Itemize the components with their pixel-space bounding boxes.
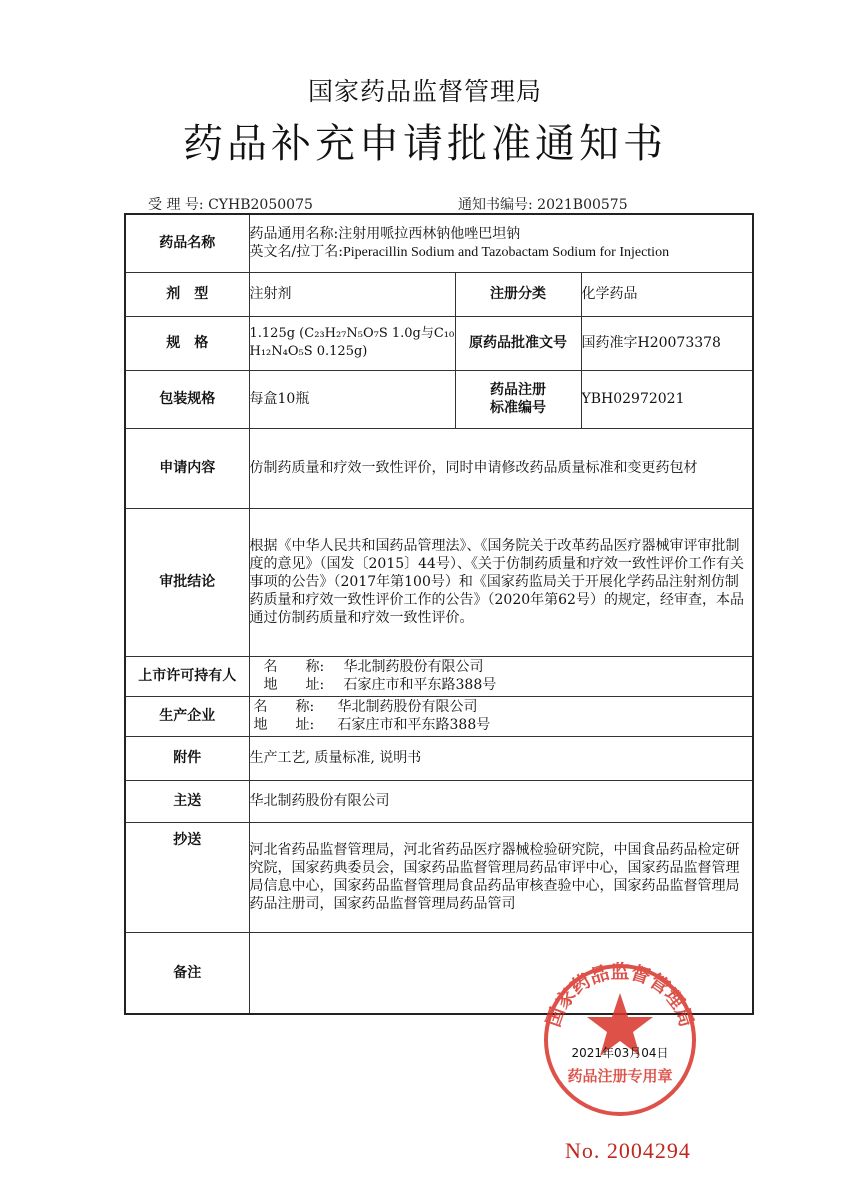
row-conclusion <box>125 508 753 656</box>
english-name: Piperacillin Sodium and Tazobactam Sodium for Injection <box>342 244 670 260</box>
manufacturer-address: 石家庄市和平东路388号 <box>337 717 491 733</box>
standard-no-label-line2: 标准编号 <box>490 400 546 416</box>
row-attachments <box>125 736 753 780</box>
row-dosage-form <box>125 272 753 316</box>
standard-no-label <box>455 370 581 428</box>
standard-no-label-line1: 药品注册 <box>490 382 546 398</box>
specification-label: 规 格 <box>125 316 249 370</box>
cc-value: 河北省药品监督管理局，河北省药品医疗器械检验研究院，中国食品药品检定研究院，国家药典委员会，国家药品监督管理局药品审评中心，国家药品监督管理局信息中心，国家药品监督管理局食品药品审核查验中心，国家药品监督管理局药品注册司，国家药品监督管理局药品管司 <box>249 822 753 932</box>
attachments-value: 生产工艺, 质量标准, 说明书 <box>249 736 753 780</box>
registration-category-label: 注册分类 <box>455 272 581 316</box>
row-manufacturer <box>125 696 753 736</box>
row-application <box>125 428 753 508</box>
cc-label: 抄送 <box>125 822 249 932</box>
document-number: No. 2004294 <box>565 1138 691 1163</box>
holder-name-label: 名 称: <box>263 659 325 675</box>
notice-label: 通知书编号: <box>458 197 533 213</box>
seal-agency-text: 国家药品监督管理局 <box>542 960 698 1030</box>
row-holder <box>125 656 753 696</box>
manufacturer-address-label: 地 址: <box>253 717 315 733</box>
holder-name: 华北制药股份有限公司 <box>343 659 484 675</box>
row-cc <box>125 822 753 932</box>
holder-value <box>249 656 753 696</box>
conclusion-value: 根据《中华人民共和国药品管理法》、《国务院关于改革药品医疗器械审评审批制度的意见》（国发〔2015〕44号）、《关于仿制药质量和疗效一致性评价工作有关事项的公告》（2017年第100号）和《国家药监局关于开展化学药品注射剂仿制药质量和疗效一致性评价工作的公告》（2020年第62号）的规定，经审查，本品通过仿制药质量和疗效一致性评价。 <box>249 508 753 656</box>
generic-name-label: 药品通用名称: <box>249 225 339 242</box>
drug-name-value <box>249 214 753 272</box>
approval-table <box>124 213 754 1015</box>
holder-label: 上市许可持有人 <box>125 656 249 696</box>
specification-line1: 1.125g (C₂₃H₂₇N₅O₇S 1.0g与C₁₀ <box>249 326 455 341</box>
application-value: 仿制药质量和疗效一致性评价，同时申请修改药品质量标准和变更药包材 <box>249 428 753 508</box>
conclusion-label: 审批结论 <box>125 508 249 656</box>
official-seal-icon <box>535 955 705 1120</box>
english-name-label: 英文名/拉丁名: <box>249 243 343 260</box>
row-main-recipient <box>125 780 753 822</box>
agency-name: 国家药品监督管理局 <box>307 77 542 106</box>
generic-name: 注射用哌拉西林钠他唑巴坦钠 <box>338 225 521 242</box>
seal-purpose: 药品注册专用章 <box>567 1067 673 1085</box>
remarks-label: 备注 <box>125 932 249 1014</box>
drug-name-label: 药品名称 <box>125 214 249 272</box>
manufacturer-label: 生产企业 <box>125 696 249 736</box>
manufacturer-name: 华北制药股份有限公司 <box>337 699 478 715</box>
row-drug-name <box>125 214 753 272</box>
original-approval-value: 国药准字H20073378 <box>581 316 753 370</box>
main-recipient-value: 华北制药股份有限公司 <box>249 780 753 822</box>
notice-value: 2021B00575 <box>537 197 628 213</box>
manufacturer-name-label: 名 称: <box>253 699 315 715</box>
holder-address: 石家庄市和平东路388号 <box>343 677 497 693</box>
manufacturer-value <box>249 696 753 736</box>
packaging-label: 包装规格 <box>125 370 249 428</box>
holder-address-label: 地 址: <box>263 677 325 693</box>
standard-no-value: YBH02972021 <box>581 370 753 428</box>
packaging-value: 每盒10瓶 <box>249 370 455 428</box>
specification-line2: H₁₂N₄O₅S 0.125g) <box>249 344 368 359</box>
dosage-form-value: 注射剂 <box>249 272 455 316</box>
acceptance-number <box>148 194 313 214</box>
original-approval-label: 原药品批准文号 <box>455 316 581 370</box>
row-specification <box>125 316 753 370</box>
attachments-label: 附件 <box>125 736 249 780</box>
registration-category-value: 化学药品 <box>581 272 753 316</box>
application-label: 申请内容 <box>125 428 249 508</box>
acceptance-label: 受 理 号: <box>148 197 204 213</box>
specification-value <box>249 316 455 370</box>
document-title: 药品补充申请批准通知书 <box>183 121 667 167</box>
row-packaging <box>125 370 753 428</box>
notice-number <box>458 194 628 214</box>
acceptance-value: CYHB2050075 <box>208 197 313 213</box>
main-recipient-label: 主送 <box>125 780 249 822</box>
dosage-form-label: 剂 型 <box>125 272 249 316</box>
seal-date: 2021年03月04日 <box>571 1046 669 1060</box>
